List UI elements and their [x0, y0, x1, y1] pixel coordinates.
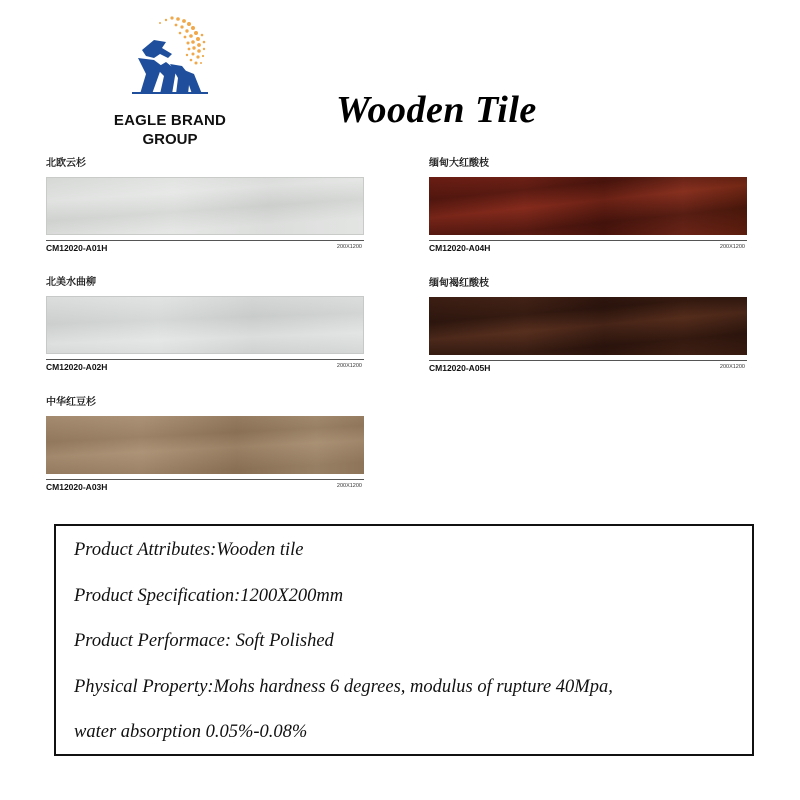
eagle-logo-icon	[132, 14, 208, 94]
tile-code: CM12020-A04H	[429, 243, 491, 253]
brand-name-line1: EAGLE BRAND	[113, 112, 227, 129]
tile-meta	[429, 243, 747, 257]
attribute-line: Product Specification:1200X200mm	[74, 586, 344, 606]
attribute-line: Product Performace: Soft Polished	[74, 631, 334, 651]
tile-sample	[429, 277, 747, 377]
attribute-line: water absorption 0.05%-0.08%	[74, 722, 308, 742]
tile-name: 缅甸褐红酸枝	[429, 278, 489, 289]
tile-name: 北欧云杉	[46, 158, 86, 169]
tile-meta	[46, 362, 364, 376]
tile-divider	[46, 479, 364, 480]
tile-code: CM12020-A01H	[46, 243, 108, 253]
tile-size: 200X1200	[336, 244, 362, 250]
attribute-line: Product Attributes:Wooden tile	[74, 540, 304, 560]
tile-meta	[46, 482, 364, 496]
brand-block	[100, 12, 240, 148]
tile-divider	[429, 360, 747, 361]
tile-name: 中华红豆杉	[46, 397, 96, 408]
tile-meta	[46, 243, 364, 257]
tile-sample	[429, 157, 747, 257]
tile-name: 缅甸大红酸枝	[429, 158, 489, 169]
tile-divider	[429, 240, 747, 241]
tile-code: CM12020-A05H	[429, 363, 491, 373]
tile-size: 200X1200	[719, 364, 745, 370]
tile-size: 200X1200	[336, 483, 362, 489]
tile-size: 200X1200	[719, 244, 745, 250]
tile-code: CM12020-A03H	[46, 482, 108, 492]
tile-divider	[46, 240, 364, 241]
tile-code: CM12020-A02H	[46, 362, 108, 372]
tile-swatch	[429, 297, 747, 355]
page-title: Wooden Tile	[336, 89, 537, 131]
tile-swatch	[46, 177, 364, 235]
tile-sample	[46, 396, 364, 496]
tile-name: 北美水曲柳	[46, 277, 96, 288]
tile-swatch	[429, 177, 747, 235]
tile-swatch	[46, 416, 364, 474]
tile-size: 200X1200	[336, 363, 362, 369]
brand-name-line2: GROUP	[142, 131, 198, 148]
tile-swatch	[46, 296, 364, 354]
tile-divider	[46, 359, 364, 360]
product-attributes-box	[54, 524, 754, 756]
tile-meta	[429, 363, 747, 377]
tile-sample	[46, 276, 364, 376]
attribute-line: Physical Property:Mohs hardness 6 degrees, modulus of rupture 40Mpa,	[74, 677, 613, 697]
tile-sample	[46, 157, 364, 257]
